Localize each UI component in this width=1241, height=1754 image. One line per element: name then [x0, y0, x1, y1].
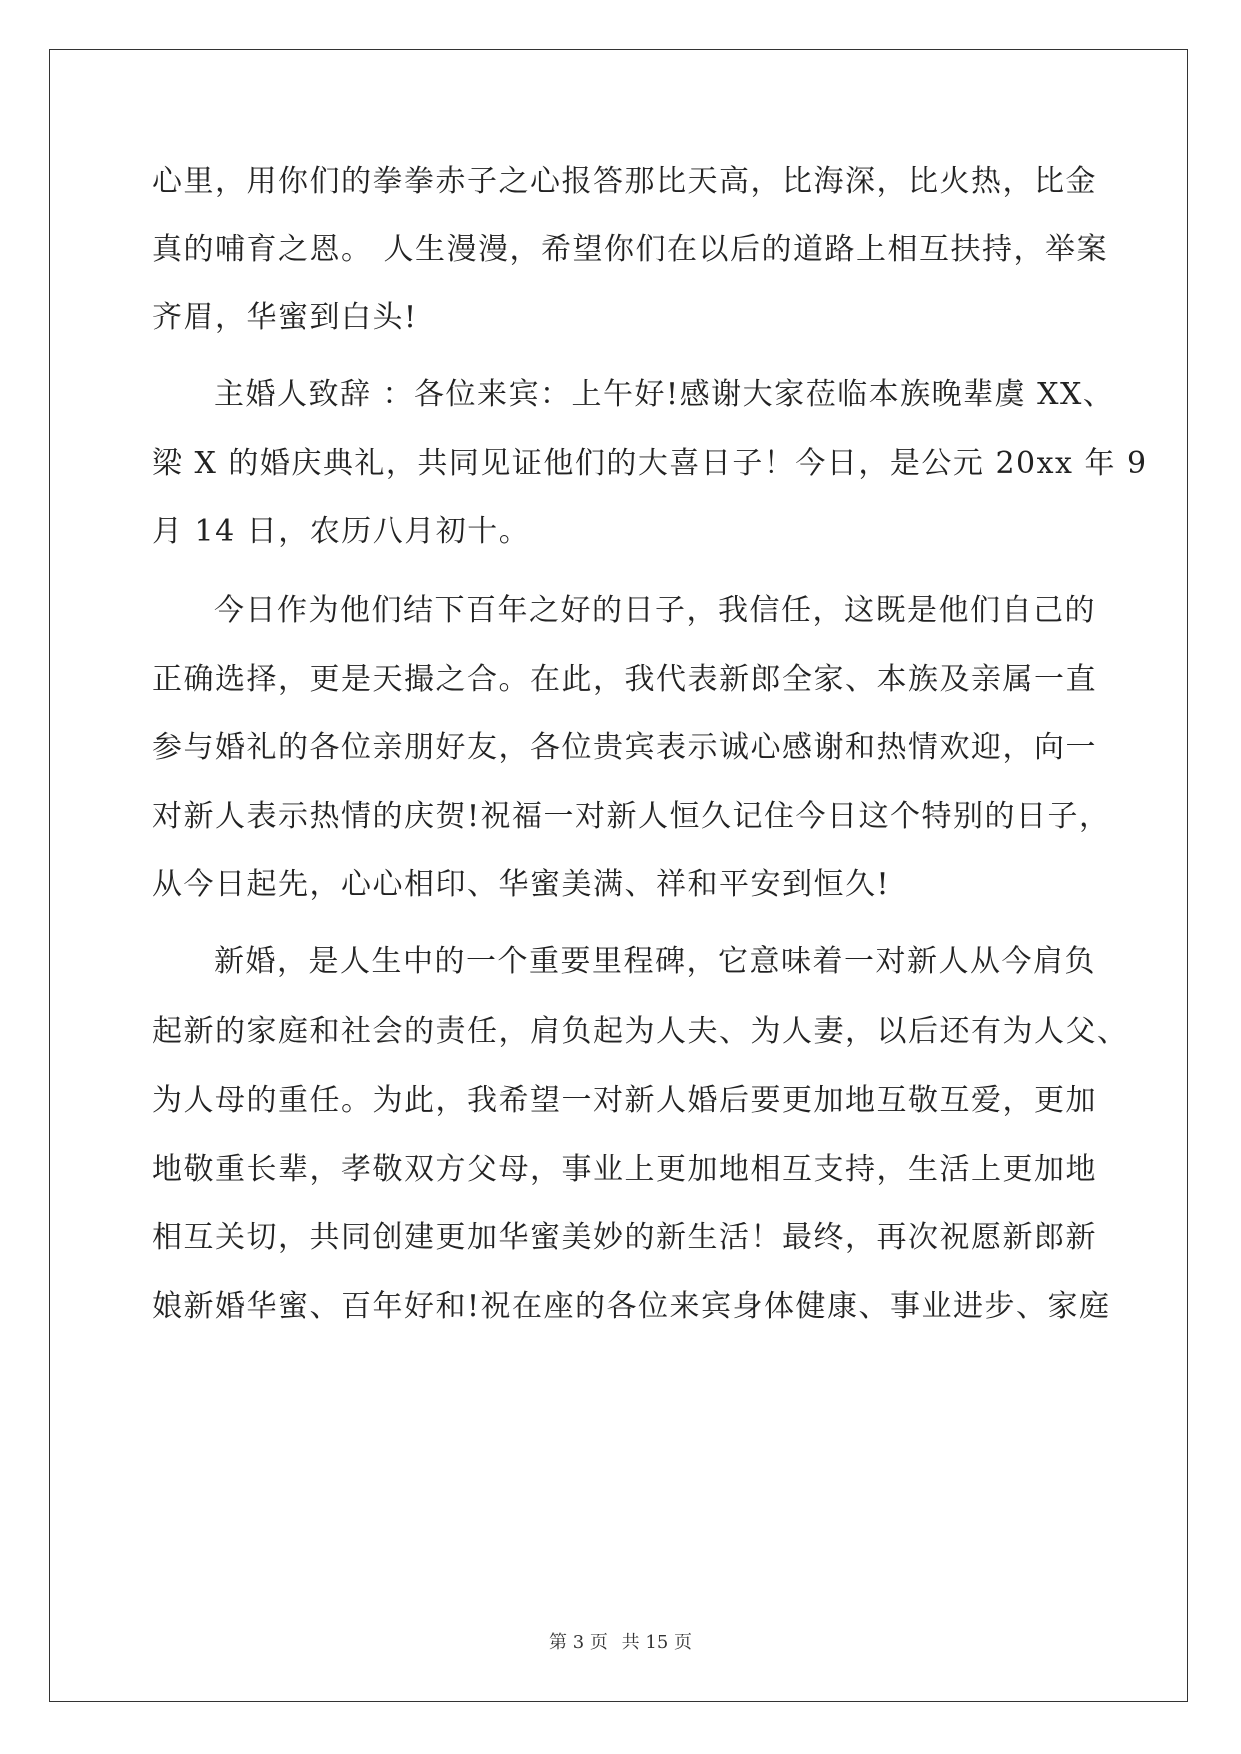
- page-total: 共 15 页: [621, 1632, 692, 1653]
- text-line: 齐眉，华蜜到白头!: [152, 300, 418, 335]
- text-line: 从今日起先，心心相印、华蜜美满、祥和平安到恒久!: [152, 867, 891, 902]
- text-line: 月 14 日，农历八月初十。: [152, 514, 531, 549]
- text-line: 起新的家庭和社会的责任，肩负起为人夫、为人妻，以后还有为人父、: [152, 1014, 1129, 1049]
- paragraph-start-line: 今日作为他们结下百年之好的日子，我信任，这既是他们自己的: [214, 593, 1096, 628]
- text-line: 地敬重长辈，孝敬双方父母，事业上更加地相互支持，生活上更加地: [152, 1152, 1097, 1187]
- text-line: 对新人表示热情的庆贺!祝福一对新人恒久记住今日这个特别的日子，: [152, 799, 1111, 834]
- text-line: 参与婚礼的各位亲朋好友，各位贵宾表示诚心感谢和热情欢迎，向一: [152, 730, 1097, 765]
- paragraph-start-line: 新婚，是人生中的一个重要里程碑，它意味着一对新人从今肩负: [214, 944, 1096, 979]
- text-line: 娘新婚华蜜、百年好和!祝在座的各位来宾身体健康、事业进步、家庭: [152, 1289, 1111, 1324]
- text-line: 相互关切，共同创建更加华蜜美妙的新生活！最终，再次祝愿新郎新: [152, 1220, 1097, 1255]
- text-line: 正确选择，更是天撮之合。在此，我代表新郎全家、本族及亲属一直: [152, 662, 1097, 697]
- text-line: 心里，用你们的拳拳赤子之心报答那比天高，比海深，比火热，比金: [152, 164, 1097, 199]
- page-footer: [0, 1628, 1241, 1654]
- text-line: 为人母的重任。为此，我希望一对新人婚后要更加地互敬互爱，更加: [152, 1083, 1097, 1118]
- paragraph-start-line: 主婚人致辞 ：各位来宾：上午好!感谢大家莅临本族晚辈虞 XX、: [214, 377, 1115, 412]
- text-line: 真的哺育之恩。 人生漫漫，希望你们在以后的道路上相互扶持，举案: [152, 232, 1109, 267]
- text-line: 梁 X 的婚庆典礼，共同见证他们的大喜日子！今日，是公元 20xx 年 9: [152, 446, 1148, 481]
- page-number: 第 3 页: [549, 1632, 608, 1653]
